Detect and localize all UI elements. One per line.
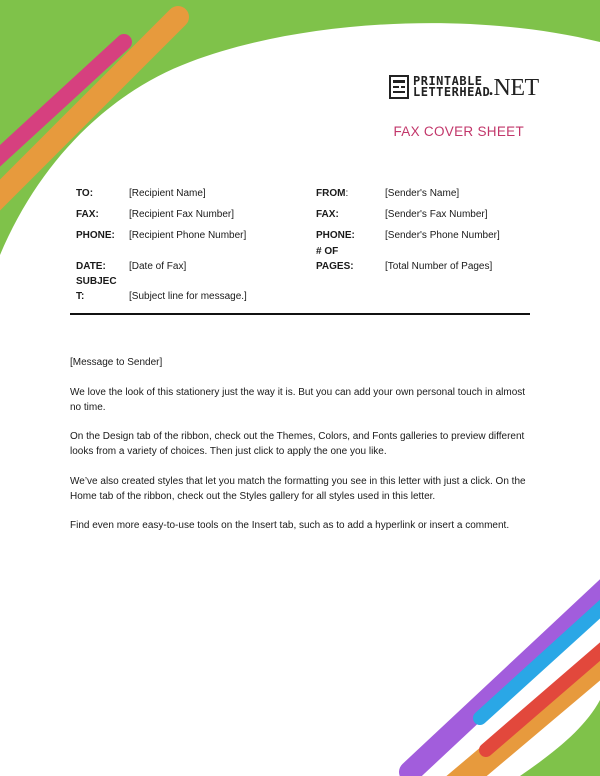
brand-logo [388,72,539,102]
phone-from-label: PHONE: [316,230,355,241]
from-value: [Sender's Name] [385,188,460,199]
message-paragraph: We love the look of this stationery just the way it is. But you can add your own personal touch in almost no time. [70,386,526,413]
message-paragraph: Find even more easy-to-use tools on the Insert tab, such as to add a hyperlink or insert a comment. [70,520,510,531]
message-paragraph: On the Design tab of the ribbon, check out the Themes, Colors, and Fonts galleries to preview different looks from a variety of choices. Then just click to apply the one you like. [70,431,525,457]
message-body [70,355,532,548]
message-paragraph: We’ve also created styles that let you match the formatting you see in this letter with just a click. On the Home tab of the ribbon, check out the Styles gallery for all styles used in this letter. [70,475,526,502]
fax-from-label: FAX: [316,209,339,220]
pages-value: [Total Number of Pages] [385,261,493,272]
from-label-group [316,187,348,200]
date-value: [Date of Fax] [129,261,187,272]
from-colon: : [345,188,349,199]
logo-line-1: PRINTABLE [413,74,483,88]
to-value: [Recipient Name] [129,188,206,199]
logo-line-2: LETTERHEAD [413,85,491,99]
from-label: FROM [316,188,346,199]
page-title: FAX COVER SHEET [393,124,524,139]
date-label: DATE: [76,261,106,272]
phone-to-value: [Recipient Phone Number] [129,230,247,241]
subject-value: [Subject line for message.] [129,291,247,302]
pages-label-line-1: # OF [316,246,339,257]
subject-label-line-2: T: [76,291,85,302]
printer-icon [388,75,410,99]
fax-to-label: FAX: [76,209,99,220]
pages-label-line-2: PAGES: [316,261,354,272]
phone-from-value: [Sender's Phone Number] [385,230,500,241]
logo-suffix: .NET [488,75,539,101]
fax-from-value: [Sender's Fax Number] [385,209,488,220]
fax-to-value: [Recipient Fax Number] [129,209,235,220]
message-heading: [Message to Sender] [70,357,163,368]
to-label: TO: [76,188,94,199]
subject-label-line-1: SUBJEC [76,276,117,287]
divider-rule [70,313,530,315]
phone-to-label: PHONE: [76,230,115,241]
